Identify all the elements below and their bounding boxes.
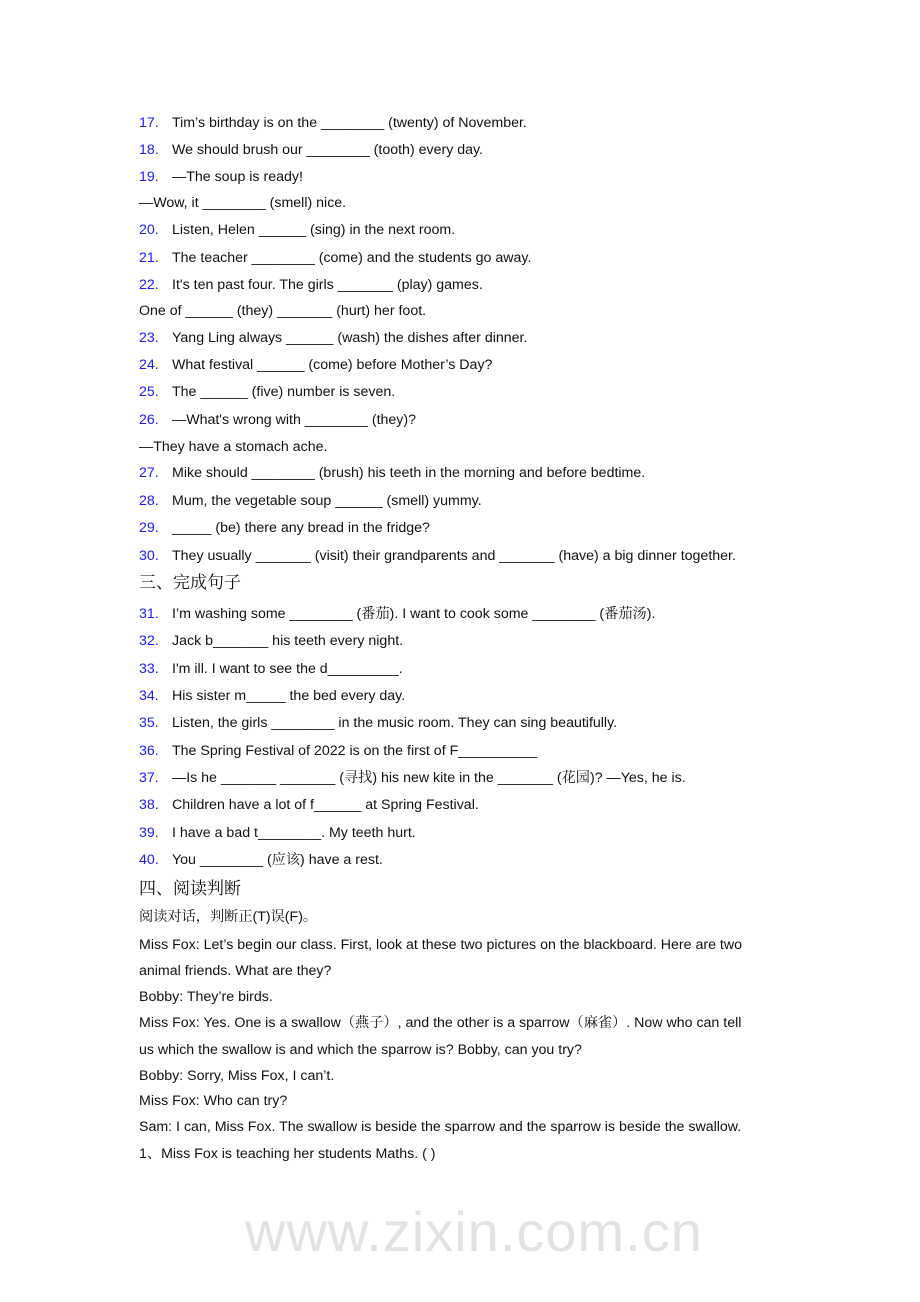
line-text: The ______ (five) number is seven.: [172, 384, 396, 400]
line-text: animal friends. What are they?: [139, 963, 332, 979]
question-number: 40.: [139, 852, 159, 868]
question-number: 23.: [139, 330, 159, 346]
text-line: [139, 302, 426, 320]
line-text: Tim’s birthday is on the ________ (twenty) of November.: [172, 115, 527, 131]
question-number: 27.: [139, 465, 159, 481]
question-item: [139, 249, 531, 267]
question-number: 22.: [139, 277, 159, 293]
line-text: _____ (be) there any bread in the fridge?: [172, 520, 430, 536]
line-text: Bobby: Sorry, Miss Fox, I can’t.: [139, 1068, 335, 1084]
text-line: [139, 1118, 741, 1136]
question-item: [139, 851, 383, 869]
text-line: [139, 936, 742, 954]
line-text: They usually _______ (visit) their grandparents and _______ (have) a big dinner together.: [172, 548, 736, 564]
question-item: [139, 464, 645, 482]
question-item: [139, 383, 395, 401]
question-item: [139, 605, 655, 623]
line-text: Listen, Helen ______ (sing) in the next room.: [172, 222, 456, 238]
text-line: [139, 988, 273, 1006]
question-number: 26.: [139, 412, 159, 428]
question-number: 39.: [139, 825, 159, 841]
question-item: [139, 632, 403, 650]
section-heading: [139, 574, 241, 592]
text-line: [139, 1041, 582, 1059]
question-item: [139, 141, 483, 159]
line-text: us which the swallow is and which the sparrow is? Bobby, can you try?: [139, 1042, 582, 1058]
question-number: 35.: [139, 715, 159, 731]
line-text: —They have a stomach ache.: [139, 439, 328, 455]
line-text: —Wow, it ________ (smell) nice.: [139, 195, 347, 211]
line-text: Miss Fox: Let’s begin our class. First, look at these two pictures on the blackboard. Here are two: [139, 937, 742, 953]
question-number: 18.: [139, 142, 159, 158]
section-heading: [139, 880, 241, 898]
question-item: [139, 714, 617, 732]
question-number: 37.: [139, 770, 159, 786]
line-text: We should brush our ________ (tooth) every day.: [172, 142, 484, 158]
line-text: His sister m_____ the bed every day.: [172, 688, 406, 704]
question-number: 29.: [139, 520, 159, 536]
question-number: 25.: [139, 384, 159, 400]
question-number: 38.: [139, 797, 159, 813]
question-item: [139, 114, 527, 132]
question-number: 34.: [139, 688, 159, 704]
line-text: The teacher ________ (come) and the students go away.: [172, 250, 532, 266]
line-text: Sam: I can, Miss Fox. The swallow is beside the sparrow and the sparrow is beside the swallow.: [139, 1119, 742, 1135]
line-text: 阅读对话，判断正(T)误(F)。: [139, 909, 318, 925]
line-text: 四、阅读判断: [139, 879, 241, 899]
question-number: 36.: [139, 743, 159, 759]
question-item: [139, 796, 479, 814]
line-text: 1、Miss Fox is teaching her students Maths. ( ): [139, 1146, 436, 1162]
text-line: [139, 962, 331, 980]
text-line: [139, 908, 317, 926]
text-line: [139, 1014, 741, 1032]
line-text: Mike should ________ (brush) his teeth in the morning and before bedtime.: [172, 465, 646, 481]
line-text: Jack b_______ his teeth every night.: [172, 633, 404, 649]
text-line: [139, 1145, 435, 1163]
question-number: 33.: [139, 661, 159, 677]
text-line: [139, 438, 327, 456]
question-item: [139, 276, 483, 294]
line-text: The Spring Festival of 2022 is on the first of F__________: [172, 743, 538, 759]
question-item: [139, 824, 416, 842]
question-number: 32.: [139, 633, 159, 649]
text-line: [139, 194, 346, 212]
question-item: [139, 411, 416, 429]
question-item: [139, 769, 686, 787]
question-item: [139, 660, 403, 678]
line-text: Mum, the vegetable soup ______ (smell) yummy.: [172, 493, 482, 509]
line-text: —What's wrong with ________ (they)?: [172, 412, 417, 428]
question-number: 30.: [139, 548, 159, 564]
line-text: One of ______ (they) _______ (hurt) her foot.: [139, 303, 427, 319]
question-item: [139, 547, 736, 565]
line-text: What festival ______ (come) before Mother’s Day?: [172, 357, 493, 373]
question-number: 24.: [139, 357, 159, 373]
text-line: [139, 1067, 334, 1085]
watermark: www.zixin.com.cn: [245, 1200, 703, 1263]
question-number: 20.: [139, 222, 159, 238]
text-line: [139, 1092, 287, 1110]
line-text: —Is he _______ _______ (寻找) his new kite in the _______ (花园)? —Yes, he is.: [172, 770, 686, 786]
question-item: [139, 742, 537, 760]
line-text: You ________ (应该) have a rest.: [172, 852, 383, 868]
question-item: [139, 687, 405, 705]
line-text: Bobby: They’re birds.: [139, 989, 273, 1005]
question-number: 17.: [139, 115, 159, 131]
line-text: It's ten past four. The girls _______ (play) games.: [172, 277, 483, 293]
question-number: 28.: [139, 493, 159, 509]
question-number: 21.: [139, 250, 159, 266]
question-item: [139, 168, 303, 186]
line-text: 三、完成句子: [139, 573, 241, 593]
question-item: [139, 519, 430, 537]
line-text: Miss Fox: Who can try?: [139, 1093, 288, 1109]
question-item: [139, 492, 482, 510]
line-text: I’m washing some ________ (番茄). I want to cook some ________ (番茄汤).: [172, 606, 656, 622]
question-item: [139, 356, 492, 374]
line-text: Children have a lot of f______ at Spring Festival.: [172, 797, 479, 813]
line-text: Yang Ling always ______ (wash) the dishes after dinner.: [172, 330, 528, 346]
question-item: [139, 221, 455, 239]
line-text: Listen, the girls ________ in the music room. They can sing beautifully.: [172, 715, 618, 731]
line-text: I'm ill. I want to see the d_________.: [172, 661, 403, 677]
line-text: I have a bad t________. My teeth hurt.: [172, 825, 416, 841]
question-number: 31.: [139, 606, 159, 622]
line-text: Miss Fox: Yes. One is a swallow（燕子）, and the other is a sparrow（麻雀）. Now who can tell: [139, 1015, 742, 1031]
line-text: —The soup is ready!: [172, 169, 303, 185]
question-item: [139, 329, 527, 347]
question-number: 19.: [139, 169, 159, 185]
